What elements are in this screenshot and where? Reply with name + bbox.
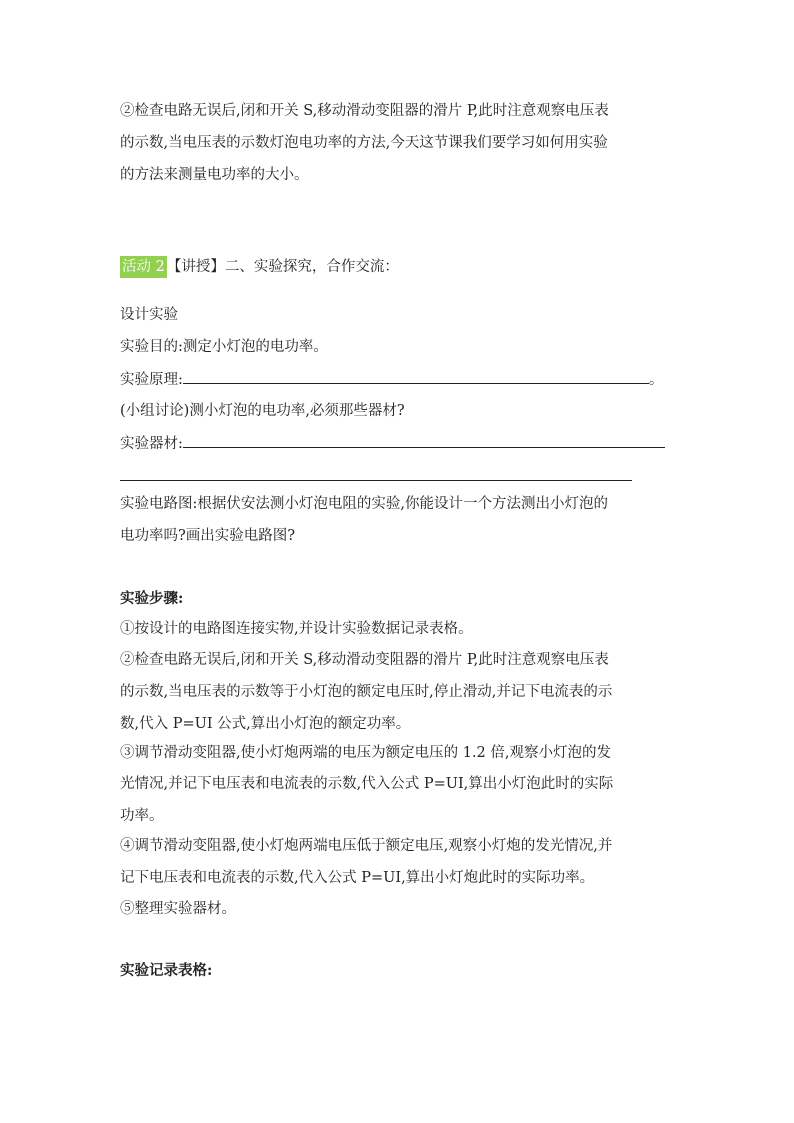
principle-label: 实验原理: — [120, 372, 183, 388]
step-3-line-2: 光情况,并记下电压表和电流表的示数,代入公式 P=UI,算出小灯泡此时的实际 — [120, 776, 614, 792]
principle-blank — [183, 369, 649, 384]
circuit-line-1: 实验电路图:根据伏安法测小灯泡电阻的实验,你能设计一个方法测出小灯泡的 — [120, 496, 608, 512]
step-4-line-1: ④调节滑动变阻器,使小灯炮两端电压低于额定电压,观察小灯炮的发光情况,并 — [120, 838, 613, 854]
intro-line-2: 的示数,当电压表的示数灯泡电功率的方法,今天这节课我们要学习如何用实验 — [120, 135, 608, 151]
step-4-line-2: 记下电压表和电流表的示数,代入公式 P=UI,算出小灯炮此时的实际功率。 — [120, 870, 595, 886]
step-2-line-2: 的示数,当电压表的示数等于小灯泡的额定电压时,停止滑动,并记下电流表的示 — [120, 684, 613, 700]
activity-title: 【讲授】二、实验探究，合作交流： — [166, 259, 399, 275]
intro-line-1: ②检查电路无误后,闭和开关 S,移动滑动变阻器的滑片 P,此时注意观察电压表 — [120, 103, 609, 119]
activity-heading — [120, 256, 399, 278]
activity-tag-number: 2 — [155, 259, 165, 275]
circuit-line-2: 电功率吗?画出实验电路图? — [120, 528, 296, 544]
step-3-line-1: ③调节滑动变阻器,使小灯炮两端的电压为额定电压的 1.2 倍,观察小灯泡的发 — [120, 745, 611, 761]
step-3-line-3: 功率。 — [120, 808, 164, 824]
design-heading: 设计实验 — [120, 307, 178, 323]
activity-tag — [120, 256, 167, 278]
equipment-blank-line-2 — [120, 480, 632, 481]
record-table-heading: 实验记录表格: — [120, 962, 213, 979]
equipment-label: 实验器材: — [120, 436, 183, 452]
experiment-equipment — [120, 433, 665, 454]
steps-heading: 实验步骤: — [120, 590, 184, 607]
principle-end: 。 — [648, 372, 664, 388]
step-2-line-3: 数,代入 P=UI 公式,算出小灯泡的额定功率。 — [120, 716, 411, 732]
activity-tag-text: 活动 — [122, 259, 151, 275]
step-5: ⑤整理实验器材。 — [120, 901, 236, 917]
intro-line-3: 的方法来测量电功率的大小。 — [120, 167, 309, 183]
equipment-blank — [183, 433, 665, 448]
step-2-line-1: ②检查电路无误后,闭和开关 S,移动滑动变阻器的滑片 P,此时注意观察电压表 — [120, 652, 609, 668]
experiment-principle — [120, 369, 663, 390]
experiment-purpose: 实验目的:测定小灯泡的电功率。 — [120, 339, 328, 355]
step-1: ①按设计的电路图连接实物,并设计实验数据记录表格。 — [120, 621, 473, 637]
group-discussion: (小组讨论)测小灯泡的电功率,必须那些器材? — [120, 403, 405, 419]
